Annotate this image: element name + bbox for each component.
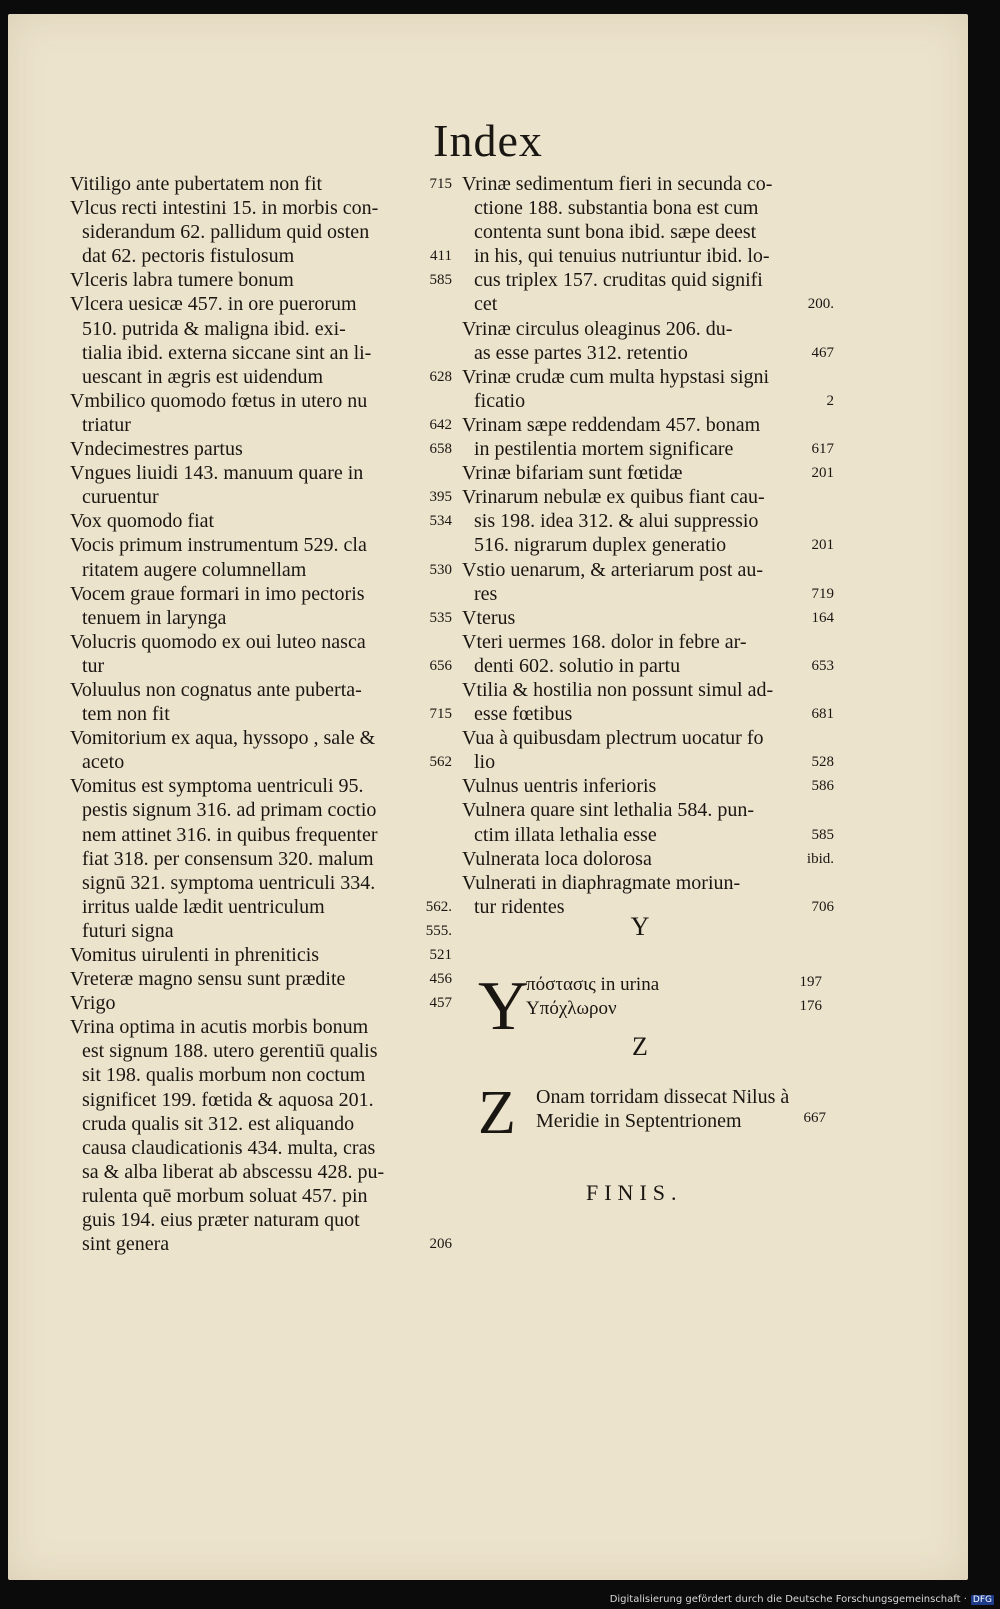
entry-line xyxy=(462,654,834,678)
entry-page-number: 706 xyxy=(811,898,834,915)
entry-line xyxy=(462,509,834,533)
entry-line xyxy=(70,1208,452,1232)
entry-line xyxy=(462,847,834,871)
entry-line xyxy=(70,1088,452,1112)
index-entry xyxy=(462,558,834,606)
footer-credit xyxy=(610,1594,994,1605)
entry-line xyxy=(70,943,452,967)
entry-line xyxy=(70,654,452,678)
entry-line xyxy=(462,365,834,389)
entry-text: tenuem in larynga xyxy=(82,606,227,629)
entry-line xyxy=(70,558,452,582)
entry-line xyxy=(70,750,452,774)
entry-text: Vrigo xyxy=(70,992,116,1015)
entry-line xyxy=(70,991,452,1015)
entry-text: Vulnus uentris inferioris xyxy=(462,775,657,798)
entry-line xyxy=(70,630,452,654)
entry-text: significet 199. fœtida & aquosa 201. xyxy=(82,1088,374,1111)
entry-page-number: 201 xyxy=(811,537,834,554)
entry-line xyxy=(462,389,834,413)
entry-text: denti 602. solutio in partu xyxy=(474,654,681,677)
entry-page-number: 658 xyxy=(429,441,452,458)
page-title: Index xyxy=(433,115,543,166)
entry-line xyxy=(70,1160,452,1184)
index-column-right xyxy=(462,172,834,919)
index-entry xyxy=(70,461,452,509)
entry-line xyxy=(70,582,452,606)
entry-text: cruda qualis sit 312. est aliquando xyxy=(82,1112,355,1135)
entry-page-number: 521 xyxy=(429,947,452,963)
entry-line xyxy=(462,413,834,437)
entry-line xyxy=(462,244,834,268)
entry-page-number: 197 xyxy=(799,974,822,990)
entry-line xyxy=(462,172,834,196)
entry-line xyxy=(462,317,834,341)
entry-page-number: 206 xyxy=(429,1236,452,1253)
entry-text: Vocis primum instrumentum 529. cla xyxy=(70,534,367,557)
entry-line xyxy=(70,172,452,196)
entry-text: sint genera xyxy=(82,1233,170,1256)
entry-page-number: 586 xyxy=(811,778,834,795)
entry-text: Vitiligo ante pubertatem non fit xyxy=(70,173,323,195)
entry-line xyxy=(462,630,834,654)
entry-page-number: 667 xyxy=(803,1110,826,1126)
entry-text: tur ridentes xyxy=(474,895,565,918)
entry-text: Vterus xyxy=(462,606,516,629)
entry-line xyxy=(70,967,452,991)
entry-line xyxy=(462,558,834,582)
entry-text: aceto xyxy=(82,751,125,774)
entry-text: cus triplex 157. cruditas quid signifi xyxy=(474,269,763,292)
entry-line xyxy=(462,437,834,461)
index-entry xyxy=(70,726,452,774)
entry-text: Vua à quibusdam plectrum uocatur fo xyxy=(462,727,764,750)
entry-line xyxy=(70,1232,452,1256)
entry-line xyxy=(462,268,834,292)
index-entry xyxy=(70,389,452,437)
initial-y: Y xyxy=(478,968,529,1045)
entry-line xyxy=(70,895,452,919)
entry-line xyxy=(462,678,834,702)
entry-text: irritus ualde lædit uentriculum xyxy=(82,895,325,918)
index-entry xyxy=(70,943,452,967)
entry-text: Vomitus uirulenti in phreniticis xyxy=(70,944,320,966)
entry-line xyxy=(70,365,452,389)
entry-page-number: 617 xyxy=(811,441,834,458)
entry-text: Vreteræ magno sensu sunt prædite xyxy=(70,968,346,991)
index-entry xyxy=(462,798,834,846)
entry-line xyxy=(70,1063,452,1087)
entry-line xyxy=(462,871,834,895)
entry-line xyxy=(70,798,452,822)
index-entry xyxy=(70,774,452,943)
entry-text: sa & alba liberat ab abscessu 428. pu- xyxy=(82,1160,385,1183)
entry-page-number: 628 xyxy=(429,368,452,385)
entry-page-number: 656 xyxy=(429,657,452,674)
entry-page-number: 562. xyxy=(425,898,452,915)
entry-line xyxy=(462,823,834,847)
entry-text: sis 198. idea 312. & alui suppressio xyxy=(474,510,759,533)
entry-line xyxy=(70,341,452,365)
index-entry-z-line-2 xyxy=(536,1110,826,1133)
index-entry xyxy=(462,317,834,365)
entry-text: Vulnerata loca dolorosa xyxy=(462,847,652,870)
entry-page-number: 176 xyxy=(799,998,822,1014)
entry-text: Vrinæ bifariam sunt fœtidæ xyxy=(462,462,683,485)
entry-line xyxy=(70,220,452,244)
entry-text: futuri signa xyxy=(82,919,174,942)
entry-line xyxy=(462,582,834,606)
entry-text: Vrinæ sedimentum fieri in secunda co- xyxy=(462,173,773,195)
entry-text: dat 62. pectoris fistulosum xyxy=(82,245,295,268)
entry-text: contenta sunt bona ibid. sæpe deest xyxy=(474,221,757,244)
index-entry xyxy=(462,365,834,413)
entry-text: ctione 188. substantia bona est cum xyxy=(474,197,759,220)
entry-line xyxy=(70,702,452,726)
entry-line xyxy=(70,678,452,702)
entry-text: in pestilentia mortem significare xyxy=(474,438,734,461)
entry-line xyxy=(70,461,452,485)
entry-text: Vomitus est symptoma uentriculi 95. xyxy=(70,775,364,798)
entry-page-number: 562 xyxy=(429,754,452,771)
entry-page-number: 681 xyxy=(811,706,834,723)
index-entry-z-line-1: Onam torridam dissecat Nilus à xyxy=(536,1086,790,1108)
footer-text: Digitalisierung gefördert durch die Deutsche Forschungsgemeinschaft · xyxy=(609,1594,967,1605)
index-entry xyxy=(70,196,452,268)
entry-page-number: 411 xyxy=(430,248,452,265)
entry-line xyxy=(70,244,452,268)
entry-text: tur xyxy=(82,654,105,677)
entry-line xyxy=(70,389,452,413)
entry-text: Υπόχλωρον xyxy=(526,998,617,1019)
entry-text: est signum 188. utero gerentiū qualis xyxy=(82,1040,378,1063)
index-entry xyxy=(70,533,452,581)
entry-text: Vulnera quare sint lethalia 584. pun- xyxy=(462,799,755,822)
index-entry xyxy=(70,630,452,678)
entry-page-number: 585 xyxy=(429,272,452,289)
entry-page-number: 201 xyxy=(811,465,834,482)
entry-line xyxy=(70,871,452,895)
entry-line xyxy=(70,509,452,533)
index-entry xyxy=(70,582,452,630)
entry-line xyxy=(70,437,452,461)
entry-line xyxy=(462,702,834,726)
entry-line xyxy=(70,823,452,847)
entry-line xyxy=(462,750,834,774)
entry-text: Vomitorium ex aqua, hyssopo , sale & xyxy=(70,727,376,750)
entry-page-number: 719 xyxy=(811,585,834,602)
entry-page-number: 2 xyxy=(826,392,834,409)
entry-text: Vrinam sæpe reddendam 457. bonam xyxy=(462,413,761,436)
index-entry xyxy=(70,292,452,388)
entry-text: lio xyxy=(474,751,496,774)
index-entry xyxy=(70,509,452,533)
entry-page-number: 534 xyxy=(429,513,452,530)
entry-text: rulenta quē morbum soluat 457. pin xyxy=(82,1184,368,1207)
entry-line xyxy=(70,774,452,798)
entry-page-number: 642 xyxy=(429,416,452,433)
entry-text: tialia ibid. externa siccane sint an li- xyxy=(82,341,372,364)
entry-text: ctim illata lethalia esse xyxy=(474,823,657,846)
entry-line xyxy=(462,798,834,822)
entry-text: fiat 318. per consensum 320. malum xyxy=(82,847,374,870)
index-entry xyxy=(70,678,452,726)
entry-text: Voluulus non cognatus ante puberta- xyxy=(70,678,362,701)
entry-text: tem non fit xyxy=(82,703,170,726)
index-entry xyxy=(462,413,834,461)
entry-text: as esse partes 312. retentio xyxy=(474,341,688,364)
section-letter-z: Z xyxy=(632,1032,648,1061)
entry-line xyxy=(70,196,452,220)
index-entry xyxy=(462,774,834,798)
entry-text: Vrinæ crudæ cum multa hypstasi signi xyxy=(462,365,770,388)
entry-line xyxy=(70,606,452,630)
entry-line xyxy=(70,317,452,341)
entry-text: sit 198. qualis morbum non coctum xyxy=(82,1064,366,1087)
entry-text: ritatem augere columnellam xyxy=(82,558,307,581)
entry-line xyxy=(70,847,452,871)
index-entry xyxy=(70,967,452,991)
entry-text: Vlceris labra tumere bonum xyxy=(70,269,294,292)
entry-line xyxy=(462,461,834,485)
entry-line xyxy=(462,485,834,509)
entry-text: signū 321. symptoma uentriculi 334. xyxy=(82,871,376,894)
entry-page-number: 530 xyxy=(429,561,452,578)
entry-page-number: 585 xyxy=(811,826,834,843)
entry-line xyxy=(70,292,452,316)
entry-text: Vteri uermes 168. dolor in febre ar- xyxy=(462,630,747,653)
entry-text: Vocem graue formari in imo pectoris xyxy=(70,582,365,605)
index-entry xyxy=(462,461,834,485)
index-entry xyxy=(462,726,834,774)
entry-page-number: 535 xyxy=(429,609,452,626)
index-entry xyxy=(70,172,452,196)
entry-line xyxy=(462,292,834,316)
entry-text: triatur xyxy=(82,413,131,436)
initial-z: Z xyxy=(478,1079,516,1147)
entry-text: Vrina optima in acutis morbis bonum xyxy=(70,1016,369,1039)
index-entry xyxy=(70,437,452,461)
entry-text: Vstio uenarum, & arteriarum post au- xyxy=(462,558,764,581)
entry-page-number: 456 xyxy=(429,971,452,988)
entry-page-number: 653 xyxy=(811,657,834,674)
entry-line xyxy=(70,1136,452,1160)
entry-text: Vlcus recti intestini 15. in morbis con- xyxy=(70,197,379,220)
entry-text: nem attinet 316. in quibus frequenter xyxy=(82,823,378,846)
entry-line xyxy=(70,268,452,292)
entry-line xyxy=(462,341,834,365)
index-entry xyxy=(462,172,834,317)
entry-text: esse fœtibus xyxy=(474,703,573,726)
index-column-left xyxy=(70,172,452,1256)
entry-text: Vlcera uesicæ 457. in ore puerorum xyxy=(70,293,357,316)
entry-text: curuentur xyxy=(82,486,159,509)
entry-page-number: 164 xyxy=(811,609,834,626)
index-entry-y-1 xyxy=(526,974,822,996)
index-entry xyxy=(462,630,834,678)
entry-line xyxy=(462,533,834,557)
entry-text: cet xyxy=(474,293,498,316)
entry-page-number: ibid. xyxy=(806,850,834,867)
entry-text: πόστασις in urina xyxy=(526,974,660,995)
entry-page-number: 715 xyxy=(429,176,452,192)
entry-line xyxy=(70,485,452,509)
index-entry xyxy=(462,606,834,630)
entry-text: causa claudicationis 434. multa, cras xyxy=(82,1136,376,1159)
entry-text: Volucris quomodo ex oui luteo nasca xyxy=(70,630,366,653)
entry-line xyxy=(70,413,452,437)
entry-text: pestis signum 316. ad primam coctio xyxy=(82,799,377,822)
entry-text: Vrinarum nebulæ ex quibus fiant cau- xyxy=(462,486,765,509)
index-entry xyxy=(70,1015,452,1256)
index-entry xyxy=(462,485,834,557)
index-entry xyxy=(70,268,452,292)
index-entry-y-2 xyxy=(526,998,822,1020)
entry-page-number: 467 xyxy=(811,344,834,361)
entry-text: Vmbilico quomodo fœtus in utero nu xyxy=(70,389,368,412)
entry-page-number: 395 xyxy=(429,489,452,506)
entry-text: uescant in ægris est uidendum xyxy=(82,365,324,388)
entry-text: guis 194. eius præter naturam quot xyxy=(82,1209,360,1232)
entry-line xyxy=(70,919,452,943)
entry-line xyxy=(70,1039,452,1063)
entry-page-number: 555. xyxy=(425,922,452,939)
entry-text: Vox quomodo fiat xyxy=(70,510,215,533)
entry-text: ficatio xyxy=(474,389,526,412)
entry-line xyxy=(462,220,834,244)
entry-page-number: 528 xyxy=(811,754,834,771)
entry-text: 510. putrida & maligna ibid. exi- xyxy=(82,317,346,340)
entry-text: Vngues liuidi 143. manuum quare in xyxy=(70,462,364,485)
entry-text: Vulnerati in diaphragmate moriun- xyxy=(462,871,741,894)
entry-text: siderandum 62. pallidum quid osten xyxy=(82,221,370,244)
finis-label: FINIS. xyxy=(586,1180,683,1205)
entry-line xyxy=(462,774,834,798)
entry-line xyxy=(70,1015,452,1039)
entry-text: Vtilia & hostilia non possunt simul ad- xyxy=(462,678,774,701)
entry-text: in his, qui tenuius nutriuntur ibid. lo- xyxy=(474,245,770,268)
entry-line xyxy=(70,726,452,750)
entry-text: Vndecimestres partus xyxy=(70,438,243,461)
entry-line xyxy=(462,196,834,220)
dfg-logo: DFG xyxy=(972,1594,992,1605)
entry-page-number: 457 xyxy=(429,995,452,1012)
index-entry xyxy=(462,678,834,726)
section-letter-y: Y xyxy=(630,912,650,941)
entry-text: res xyxy=(474,582,498,605)
entry-line xyxy=(462,726,834,750)
entry-page-number: 715 xyxy=(429,706,452,723)
entry-line xyxy=(70,533,452,557)
entry-line xyxy=(462,606,834,630)
entry-text: Meridie in Septentrionem xyxy=(536,1110,742,1132)
index-entry xyxy=(462,847,834,871)
entry-text: 516. nigrarum duplex generatio xyxy=(474,534,727,557)
index-entry xyxy=(70,991,452,1015)
book-page xyxy=(8,14,968,1580)
entry-text: Vrinæ circulus oleaginus 206. du- xyxy=(462,317,733,340)
entry-line xyxy=(70,1112,452,1136)
entry-line xyxy=(70,1184,452,1208)
entry-page-number: 200. xyxy=(807,296,834,313)
